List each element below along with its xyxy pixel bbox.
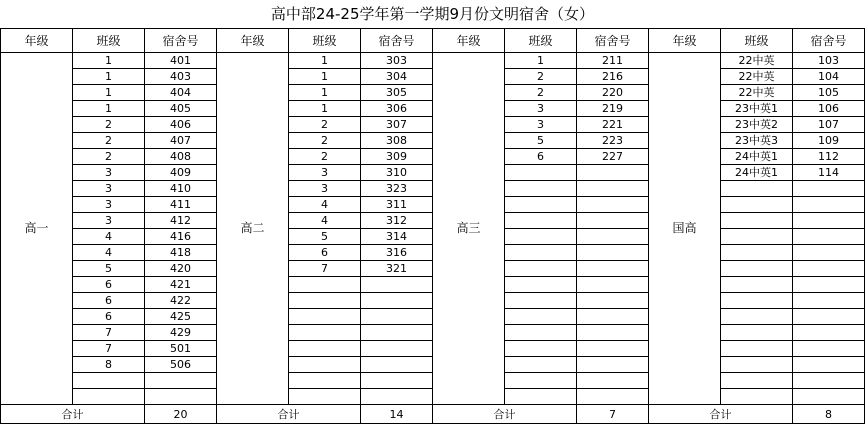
header-row [1,29,865,53]
class-cell: 5 [289,229,361,245]
class-cell [505,197,577,213]
grade-cell: 高三 [433,53,505,405]
dorm-cell [361,309,433,325]
class-cell: 1 [289,69,361,85]
dorm-cell: 112 [793,149,865,165]
total-value: 20 [145,405,217,424]
class-cell: 3 [289,181,361,197]
class-cell: 6 [505,149,577,165]
class-cell [73,389,145,405]
total-row [1,405,865,424]
class-cell: 24中英1 [721,149,793,165]
class-cell [721,197,793,213]
header-class: 班级 [289,29,361,53]
dorm-cell [361,277,433,293]
class-cell [721,357,793,373]
total-label: 合计 [433,405,577,424]
dorm-cell: 314 [361,229,433,245]
dorm-cell [361,389,433,405]
dorm-cell [361,373,433,389]
dorm-cell: 216 [577,69,649,85]
dorm-cell [361,325,433,341]
class-cell: 3 [73,197,145,213]
class-cell [721,213,793,229]
dorm-cell [577,357,649,373]
header-dorm: 宿舍号 [145,29,217,53]
dorm-cell: 308 [361,133,433,149]
class-cell: 22中英 [721,85,793,101]
class-cell [721,229,793,245]
dorm-cell: 312 [361,213,433,229]
dorm-cell [793,245,865,261]
dorm-cell: 304 [361,69,433,85]
class-cell: 6 [73,277,145,293]
dorm-cell [793,325,865,341]
dorm-cell: 105 [793,85,865,101]
class-cell: 6 [73,293,145,309]
dorm-cell: 411 [145,197,217,213]
class-cell: 1 [73,101,145,117]
dorm-cell [577,213,649,229]
dorm-cell: 104 [793,69,865,85]
class-cell [505,325,577,341]
dorm-cell [577,309,649,325]
total-label: 合计 [217,405,361,424]
class-cell: 1 [505,53,577,69]
class-cell: 4 [73,229,145,245]
class-cell [721,389,793,405]
dorm-cell: 103 [793,53,865,69]
class-cell: 5 [73,261,145,277]
dorm-cell [577,325,649,341]
class-cell [721,309,793,325]
dorm-cell [577,229,649,245]
dorm-cell: 422 [145,293,217,309]
class-cell: 1 [289,53,361,69]
grade-cell: 国高 [649,53,721,405]
dorm-cell [577,293,649,309]
dorm-cell: 223 [577,133,649,149]
class-cell: 2 [505,85,577,101]
class-cell [505,213,577,229]
dorm-cell [793,341,865,357]
dorm-cell: 401 [145,53,217,69]
class-cell: 1 [73,85,145,101]
class-cell: 2 [73,149,145,165]
class-cell: 3 [73,165,145,181]
dorm-cell [577,341,649,357]
dorm-cell: 409 [145,165,217,181]
class-cell: 2 [289,133,361,149]
dorm-cell: 429 [145,325,217,341]
class-cell: 1 [289,101,361,117]
class-cell [505,389,577,405]
dorm-cell [793,293,865,309]
header-dorm: 宿舍号 [361,29,433,53]
class-cell: 23中英3 [721,133,793,149]
class-cell [505,277,577,293]
class-cell [721,261,793,277]
class-cell: 3 [73,213,145,229]
class-cell [505,229,577,245]
class-cell [289,341,361,357]
class-cell: 3 [289,165,361,181]
dorm-cell: 418 [145,245,217,261]
dorm-cell: 506 [145,357,217,373]
class-cell [505,357,577,373]
dorm-cell [145,373,217,389]
dorm-cell: 227 [577,149,649,165]
class-cell: 2 [73,117,145,133]
dorm-cell [577,165,649,181]
dorm-cell: 408 [145,149,217,165]
class-cell: 7 [73,325,145,341]
dorm-cell: 407 [145,133,217,149]
class-cell: 3 [505,117,577,133]
dorm-cell: 310 [361,165,433,181]
dorm-cell [793,389,865,405]
dorm-cell [577,373,649,389]
class-cell [721,245,793,261]
dorm-cell: 107 [793,117,865,133]
dorm-cell [793,229,865,245]
dorm-cell: 421 [145,277,217,293]
class-cell: 2 [289,149,361,165]
total-value: 8 [793,405,865,424]
dorm-cell: 321 [361,261,433,277]
class-cell: 6 [289,245,361,261]
class-cell: 4 [289,197,361,213]
dorm-cell [577,389,649,405]
grade-cell: 高二 [217,53,289,405]
total-value: 7 [577,405,649,424]
header-grade: 年级 [649,29,721,53]
dorm-table [0,28,865,424]
dorm-cell [361,357,433,373]
dorm-cell [361,293,433,309]
class-cell [721,325,793,341]
class-cell [289,389,361,405]
class-cell [289,277,361,293]
header-class: 班级 [505,29,577,53]
class-cell: 6 [73,309,145,325]
dorm-cell: 114 [793,165,865,181]
class-cell [73,373,145,389]
class-cell [505,293,577,309]
dorm-cell [793,357,865,373]
table-row [1,53,865,69]
header-grade: 年级 [217,29,289,53]
header-dorm: 宿舍号 [793,29,865,53]
class-cell [721,293,793,309]
dorm-cell: 404 [145,85,217,101]
dorm-cell: 420 [145,261,217,277]
dorm-cell: 410 [145,181,217,197]
dorm-cell: 405 [145,101,217,117]
class-cell: 4 [73,245,145,261]
dorm-cell [577,261,649,277]
total-label: 合计 [649,405,793,424]
class-cell [505,309,577,325]
class-cell [505,245,577,261]
class-cell [289,325,361,341]
class-cell: 4 [289,213,361,229]
class-cell [721,181,793,197]
dorm-cell: 316 [361,245,433,261]
class-cell: 7 [289,261,361,277]
class-cell: 2 [289,117,361,133]
dorm-cell: 501 [145,341,217,357]
class-cell: 3 [73,181,145,197]
dorm-cell: 219 [577,101,649,117]
class-cell: 7 [73,341,145,357]
class-cell: 5 [505,133,577,149]
dorm-cell [793,309,865,325]
dorm-cell: 307 [361,117,433,133]
dorm-cell: 303 [361,53,433,69]
dorm-cell [793,373,865,389]
dorm-cell [577,181,649,197]
class-cell: 3 [505,101,577,117]
header-grade: 年级 [433,29,505,53]
class-cell [289,309,361,325]
class-cell: 1 [289,85,361,101]
dorm-cell: 305 [361,85,433,101]
dorm-cell: 221 [577,117,649,133]
dorm-cell: 403 [145,69,217,85]
class-cell: 23中英2 [721,117,793,133]
dorm-cell [793,197,865,213]
class-cell [505,165,577,181]
class-cell: 1 [73,69,145,85]
header-class: 班级 [721,29,793,53]
dorm-cell: 416 [145,229,217,245]
dorm-cell [793,277,865,293]
class-cell: 22中英 [721,69,793,85]
dorm-cell [793,213,865,229]
class-cell [289,293,361,309]
dorm-cell: 406 [145,117,217,133]
dorm-cell [361,341,433,357]
class-cell [721,373,793,389]
class-cell [505,341,577,357]
total-label: 合计 [1,405,145,424]
dorm-cell [577,245,649,261]
dorm-cell: 412 [145,213,217,229]
dorm-cell: 306 [361,101,433,117]
dorm-cell: 425 [145,309,217,325]
class-cell: 23中英1 [721,101,793,117]
dorm-cell: 311 [361,197,433,213]
sheet-title: 高中部24-25学年第一学期9月份文明宿舍（女） [270,5,595,23]
class-cell: 22中英 [721,53,793,69]
header-grade: 年级 [1,29,73,53]
header-class: 班级 [73,29,145,53]
class-cell [721,277,793,293]
dorm-cell: 309 [361,149,433,165]
class-cell: 2 [73,133,145,149]
dorm-cell [793,261,865,277]
class-cell [505,261,577,277]
dorm-cell: 109 [793,133,865,149]
class-cell [721,341,793,357]
header-dorm: 宿舍号 [577,29,649,53]
total-value: 14 [361,405,433,424]
class-cell: 1 [73,53,145,69]
dorm-cell [577,277,649,293]
class-cell: 24中英1 [721,165,793,181]
dorm-cell: 211 [577,53,649,69]
dorm-cell: 220 [577,85,649,101]
dorm-cell: 106 [793,101,865,117]
class-cell: 8 [73,357,145,373]
class-cell [505,181,577,197]
class-cell [289,373,361,389]
class-cell [505,373,577,389]
class-cell [289,357,361,373]
grade-cell: 高一 [1,53,73,405]
dorm-cell [793,181,865,197]
dorm-cell [577,197,649,213]
class-cell: 2 [505,69,577,85]
dorm-cell: 323 [361,181,433,197]
dorm-cell [145,389,217,405]
